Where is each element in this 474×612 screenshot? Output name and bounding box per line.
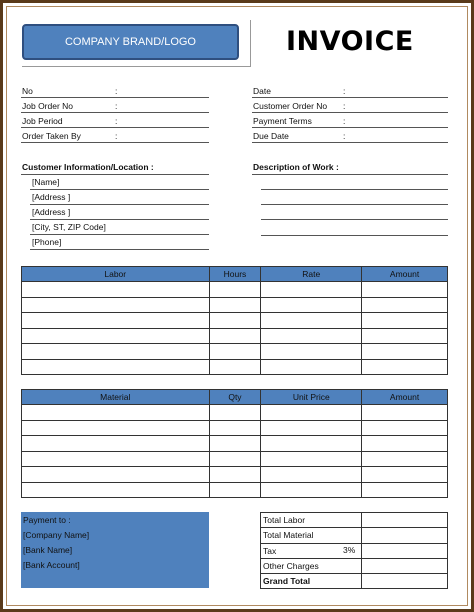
table-cell[interactable] xyxy=(362,405,448,421)
table-cell[interactable] xyxy=(362,467,448,483)
table-row[interactable] xyxy=(22,482,448,498)
tax-value[interactable] xyxy=(361,543,447,558)
payment-to-box xyxy=(21,512,209,588)
field-label: Payment Terms xyxy=(253,116,312,126)
table-cell[interactable] xyxy=(261,451,362,467)
table-cell[interactable] xyxy=(22,282,210,298)
field-colon: : xyxy=(115,131,118,141)
payment-to-label: Payment to : xyxy=(23,515,71,525)
field-label: Order Taken By xyxy=(22,131,81,141)
table-cell[interactable] xyxy=(209,328,261,344)
total-labor-label: Total Labor xyxy=(261,513,362,528)
table-cell[interactable] xyxy=(209,359,261,375)
totals-row xyxy=(261,574,448,589)
total-material-label: Total Material xyxy=(261,528,362,543)
total-material-value[interactable] xyxy=(361,528,447,543)
table-cell[interactable] xyxy=(209,297,261,313)
table-cell[interactable] xyxy=(362,482,448,498)
field-job-period[interactable] xyxy=(21,114,209,128)
payment-bank-account[interactable]: [Bank Account] xyxy=(23,560,80,570)
table-cell[interactable] xyxy=(362,344,448,360)
field-due-date[interactable] xyxy=(252,129,448,143)
payment-company-name[interactable]: [Company Name] xyxy=(23,530,90,540)
table-cell[interactable] xyxy=(362,328,448,344)
table-cell[interactable] xyxy=(209,420,261,436)
table-cell[interactable] xyxy=(261,467,362,483)
col-header-labor: Labor xyxy=(22,267,210,282)
table-row[interactable] xyxy=(22,405,448,421)
col-header-qty: Qty xyxy=(209,390,261,405)
table-cell[interactable] xyxy=(362,436,448,452)
field-label: Customer Order No xyxy=(253,101,328,111)
payment-bank-name[interactable]: [Bank Name] xyxy=(23,545,73,555)
work-description-line[interactable] xyxy=(261,235,448,236)
work-description-heading: Description of Work : xyxy=(253,162,339,172)
table-cell[interactable] xyxy=(209,282,261,298)
table-cell[interactable] xyxy=(362,420,448,436)
table-cell[interactable] xyxy=(22,297,210,313)
table-row[interactable] xyxy=(22,313,448,329)
customer-phone-line[interactable]: [Phone] xyxy=(30,235,209,250)
field-colon: : xyxy=(343,86,346,96)
field-label: Due Date xyxy=(253,131,289,141)
table-row[interactable] xyxy=(22,467,448,483)
customer-city-line[interactable]: [City, ST, ZIP Code] xyxy=(30,220,209,235)
table-row[interactable] xyxy=(22,282,448,298)
table-cell[interactable] xyxy=(362,297,448,313)
work-description-line[interactable] xyxy=(261,219,448,220)
field-colon: : xyxy=(343,131,346,141)
brand-vertical-divider xyxy=(250,20,251,67)
table-cell[interactable] xyxy=(261,344,362,360)
table-cell[interactable] xyxy=(209,451,261,467)
field-label: Job Period xyxy=(22,116,63,126)
material-table-header xyxy=(22,390,448,405)
table-row[interactable] xyxy=(22,436,448,452)
invoice-title: INVOICE xyxy=(286,26,414,57)
work-heading-rule xyxy=(252,174,448,175)
brand-divider xyxy=(22,66,250,67)
totals-row xyxy=(261,513,448,528)
table-cell[interactable] xyxy=(261,482,362,498)
table-row[interactable] xyxy=(22,328,448,344)
other-charges-label: Other Charges xyxy=(261,558,362,573)
col-header-material: Material xyxy=(22,390,210,405)
other-charges-value[interactable] xyxy=(361,558,447,573)
table-cell[interactable] xyxy=(22,467,210,483)
field-label: Date xyxy=(253,86,271,96)
table-row[interactable] xyxy=(22,451,448,467)
table-row[interactable] xyxy=(22,344,448,360)
table-cell[interactable] xyxy=(22,405,210,421)
table-cell[interactable] xyxy=(22,436,210,452)
work-description-line[interactable] xyxy=(261,189,448,190)
table-cell[interactable] xyxy=(22,328,210,344)
field-label: Job Order No xyxy=(22,101,74,111)
grand-total-value[interactable] xyxy=(361,574,447,589)
customer-address-line[interactable]: [Address ] xyxy=(30,190,209,205)
labor-table-header xyxy=(22,267,448,282)
work-description-line[interactable] xyxy=(261,204,448,205)
grand-total-label: Grand Total xyxy=(261,574,362,589)
table-cell[interactable] xyxy=(22,359,210,375)
tax-label: Tax xyxy=(261,543,362,558)
table-cell[interactable] xyxy=(261,359,362,375)
col-header-hours: Hours xyxy=(209,267,261,282)
col-header-amount: Amount xyxy=(362,390,448,405)
field-order-taken-by[interactable] xyxy=(21,129,209,143)
table-cell[interactable] xyxy=(22,451,210,467)
totals-row xyxy=(261,558,448,573)
field-colon: : xyxy=(115,86,118,96)
col-header-amount: Amount xyxy=(362,267,448,282)
table-cell[interactable] xyxy=(22,313,210,329)
table-cell[interactable] xyxy=(362,282,448,298)
labor-table xyxy=(21,266,448,375)
field-colon: : xyxy=(343,116,346,126)
material-table xyxy=(21,389,448,498)
table-cell[interactable] xyxy=(362,313,448,329)
table-cell[interactable] xyxy=(261,436,362,452)
table-row[interactable] xyxy=(22,420,448,436)
table-cell[interactable] xyxy=(261,297,362,313)
field-colon: : xyxy=(343,101,346,111)
table-cell[interactable] xyxy=(209,313,261,329)
table-row[interactable] xyxy=(22,297,448,313)
table-cell[interactable] xyxy=(22,482,210,498)
table-cell[interactable] xyxy=(362,451,448,467)
table-cell[interactable] xyxy=(261,328,362,344)
table-cell[interactable] xyxy=(209,436,261,452)
totals-row xyxy=(261,528,448,543)
table-cell[interactable] xyxy=(261,313,362,329)
table-cell[interactable] xyxy=(22,344,210,360)
tax-rate: 3% xyxy=(343,545,356,555)
field-customer-order-no[interactable] xyxy=(252,99,448,113)
field-date[interactable] xyxy=(252,84,448,98)
table-cell[interactable] xyxy=(209,467,261,483)
table-cell[interactable] xyxy=(261,282,362,298)
total-labor-value[interactable] xyxy=(361,513,447,528)
table-cell[interactable] xyxy=(209,482,261,498)
field-payment-terms[interactable] xyxy=(252,114,448,128)
table-cell[interactable] xyxy=(261,405,362,421)
field-colon: : xyxy=(115,101,118,111)
table-row[interactable] xyxy=(22,359,448,375)
field-no[interactable] xyxy=(21,84,209,98)
col-header-rate: Rate xyxy=(261,267,362,282)
col-header-unit-price: Unit Price xyxy=(261,390,362,405)
table-cell[interactable] xyxy=(362,359,448,375)
customer-info-heading: Customer Information/Location : xyxy=(22,162,154,172)
field-colon: : xyxy=(115,116,118,126)
field-label: No xyxy=(22,86,33,96)
customer-name-line[interactable]: [Name] xyxy=(30,175,209,190)
table-cell[interactable] xyxy=(209,344,261,360)
company-brand-logo: COMPANY BRAND/LOGO xyxy=(22,24,239,60)
table-cell[interactable] xyxy=(261,420,362,436)
table-cell[interactable] xyxy=(22,420,210,436)
customer-address-line[interactable]: [Address ] xyxy=(30,205,209,220)
table-cell[interactable] xyxy=(209,405,261,421)
field-job-order-no[interactable] xyxy=(21,99,209,113)
